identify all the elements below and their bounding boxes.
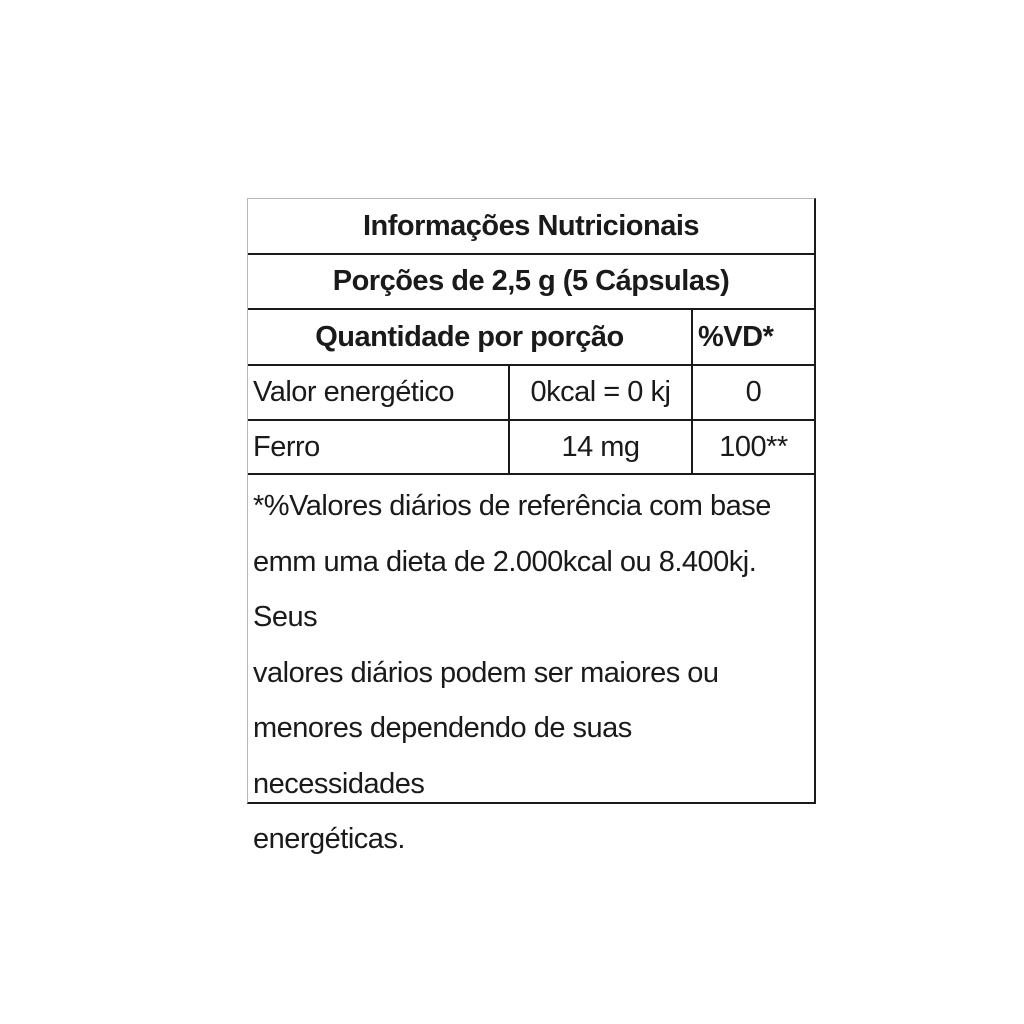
daily-values-footnote	[253, 479, 809, 868]
table-title-row	[248, 199, 814, 255]
footnote-line: *%Valores diários de referência com base	[253, 490, 771, 522]
quantity-header: Quantidade por porção	[248, 310, 693, 364]
nutrient-amount: 14 mg	[510, 421, 693, 473]
column-header-row	[248, 310, 814, 366]
vd-header: %VD*	[698, 320, 774, 353]
nutrient-name: Ferro	[248, 421, 510, 473]
footnote-line: valores diários podem ser maiores ou	[253, 656, 719, 689]
table-title: Informações Nutricionais	[362, 209, 700, 242]
footnote-line: emm uma dieta de 2.000kcal ou 8.400kj. Seus	[253, 545, 757, 633]
table-row	[248, 366, 814, 421]
nutrient-name: Valor energético	[248, 366, 510, 419]
nutrition-facts-table	[247, 198, 816, 855]
nutrient-vd: 100**	[719, 430, 788, 463]
nutrient-vd: 0	[745, 376, 762, 408]
portion-row	[248, 255, 814, 310]
footnote-line: energéticas.	[253, 823, 405, 855]
portion-size: Porções de 2,5 g (5 Cápsulas)	[332, 265, 730, 297]
table-row	[248, 421, 814, 475]
footnote-line: menores dependendo de suas necessidades	[253, 712, 632, 800]
nutrient-amount: 0kcal = 0 kj	[510, 366, 693, 419]
